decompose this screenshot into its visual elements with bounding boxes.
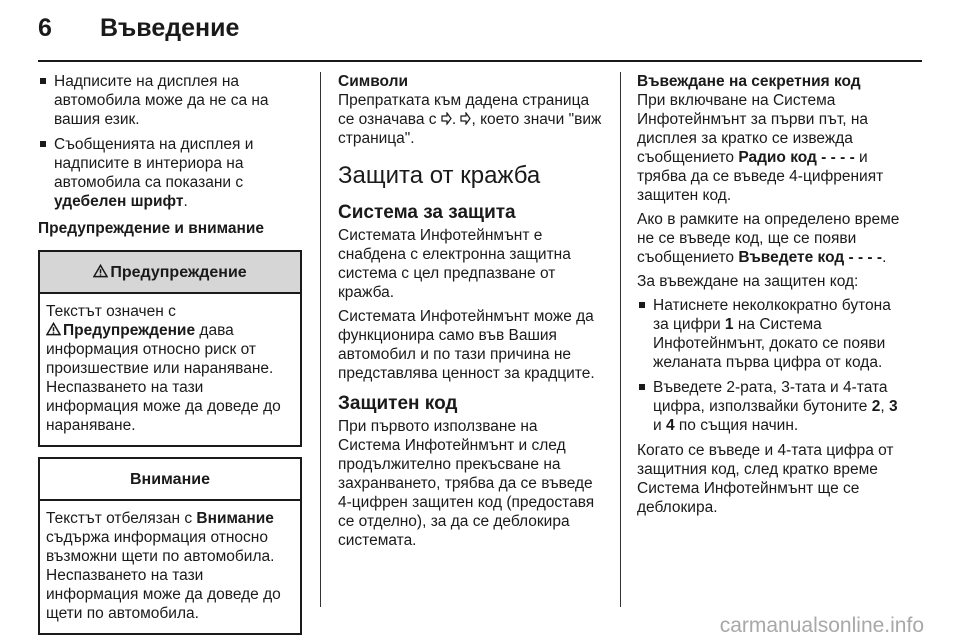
subheading-system: Система за защита	[338, 202, 516, 223]
page-title: Въведение	[100, 14, 240, 42]
code-entry-heading: Въвеждане на секретния код	[637, 73, 861, 90]
symbols-paragraph: Препратката към дадена страница се означава с . , което значи "виж страница".	[338, 92, 602, 147]
column-3	[637, 72, 905, 522]
bullet-list	[637, 296, 905, 435]
warning-box	[38, 250, 302, 447]
subheading-code: Защитен код	[338, 393, 458, 414]
warning-triangle-icon	[46, 322, 61, 336]
symbols-heading: Символи	[338, 73, 408, 90]
page-number: 6	[38, 14, 52, 42]
page-header	[38, 14, 239, 43]
paragraph: Системата Инфотейнмънт е снабдена с електронна защитна система с цел предпазване от кражба.	[338, 227, 571, 301]
paragraph: При включване на Система Инфотейнмънт за първи път, на дисплея за кратко се извежда съобщението Радио код - - - - и трябва да се въведе 4-цифреният защитен код.	[637, 92, 884, 204]
section-heading-theft: Защита от кражба	[338, 162, 541, 189]
header-rule	[38, 60, 922, 62]
list-item: Надписите на дисплея на автомобила може да не са на вашия език.	[38, 72, 302, 129]
paragraph: Ако в рамките на определено време не се въведе код, ще се появи съобщението Въведете код - - - -.	[637, 211, 900, 266]
watermark: carmanualsonline.info	[719, 614, 924, 637]
column-2	[338, 72, 604, 555]
paragraph: При първото използване на Система Инфотейнмънт и след продължително прекъсване на захранването, трябва да се въведе 4-цифрен защитен код (предоставя се отделно), за да се деблокира системата.	[338, 418, 595, 549]
warning-box-title: Предупреждение	[110, 264, 247, 281]
page-reference-arrow-icon	[460, 112, 471, 125]
warning-box-header	[40, 252, 300, 294]
list-item: Натиснете неколкократно бутона за цифри 1 на Система Инфотейнмънт, докато се появи желаната първа цифра от кода.	[637, 296, 905, 372]
caution-box	[38, 457, 302, 635]
list-item: Въведете 2-рата, 3-тата и 4-тата цифра, използвайки бутоните 2, 3 и 4 по същия начин.	[637, 378, 905, 435]
bullet-list	[38, 72, 302, 211]
caution-box-header: Внимание	[40, 459, 300, 501]
warning-box-body: Текстът означен с Предупреждение дава информация относно риск от произшествие или нараняване. Неспазването на тази информация може да доведе до нараняване.	[46, 303, 281, 434]
caution-box-body: Текстът отбелязан с Внимание съдържа информация относно възможни щети по автомобила. Неспазването на тази информация може да доведе до щети по автомобила.	[46, 510, 281, 622]
column-1	[38, 72, 302, 635]
warning-triangle-icon	[93, 264, 108, 278]
section-subheading: Предупреждение и внимание	[38, 220, 265, 237]
list-item: Съобщенията на дисплея и надписите в интериора на автомобила са показани с удебелен шрифт.	[38, 135, 302, 211]
paragraph: За въвеждане на защитен код:	[637, 273, 859, 290]
column-divider-1	[320, 72, 321, 607]
page-reference-arrow-icon	[441, 112, 452, 125]
paragraph: Системата Инфотейнмънт може да функционира само във Вашия автомобил и по тази причина не представлява ценност за крадците.	[338, 308, 595, 382]
column-divider-2	[620, 72, 621, 607]
paragraph: Когато се въведе и 4-тата цифра от защитния код, след кратко време Система Инфотейнмънт ще се деблокира.	[637, 442, 894, 516]
